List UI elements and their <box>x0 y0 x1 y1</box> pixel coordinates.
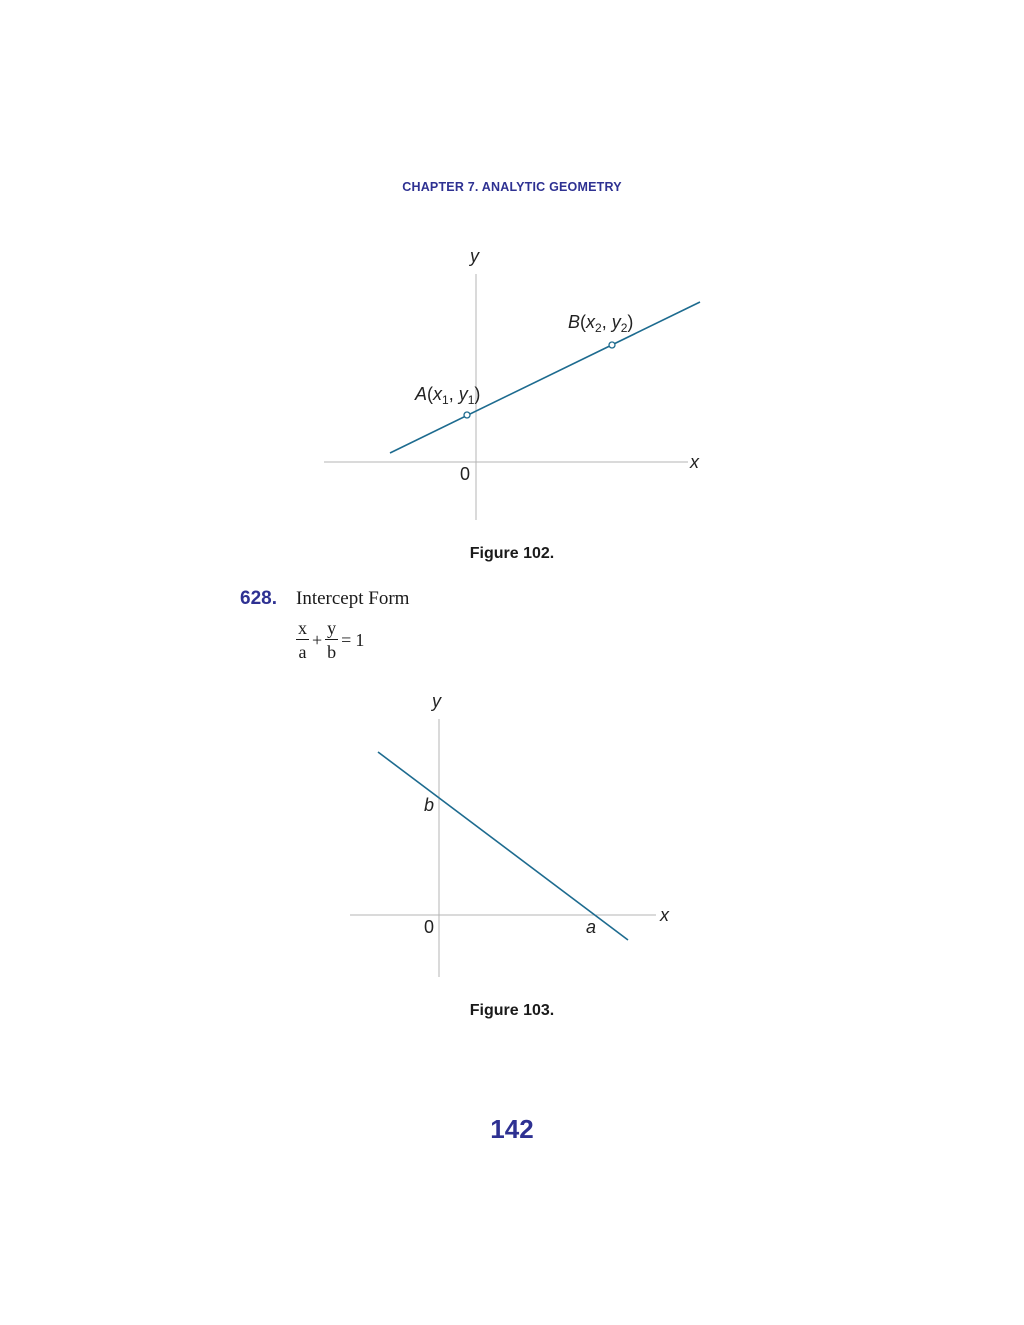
section-number: 628. <box>240 588 277 609</box>
figure-102-caption: Figure 102. <box>469 545 555 562</box>
fraction-y-over-b <box>325 617 338 664</box>
denominator-b: b <box>327 641 337 662</box>
rhs-one: 1 <box>355 630 365 650</box>
point-a-label: $A(x_1$, $y_1$) <box>415 384 481 407</box>
x-axis-label: x <box>660 905 669 925</box>
figure-102-diagram <box>310 240 720 530</box>
numerator-x: x <box>298 617 307 638</box>
y-axis-label: y <box>432 691 441 711</box>
point-a <box>464 412 470 418</box>
section-title: Intercept Form <box>296 588 410 609</box>
origin-label: 0 <box>424 917 435 937</box>
intercept-line <box>378 752 628 940</box>
chapter-header: CHAPTER 7. ANALYTIC GEOMETRY <box>402 180 622 194</box>
figure-103-diagram <box>340 685 690 985</box>
y-intercept-label: b <box>424 795 435 815</box>
y-axis-label: y <box>470 246 479 266</box>
x-intercept-label: a <box>586 917 597 937</box>
fraction-x-over-a <box>296 617 309 664</box>
equals-sign: = <box>341 630 352 650</box>
numerator-y: y <box>327 617 337 638</box>
intercept-formula <box>295 614 366 666</box>
page-number: 142 <box>490 1114 534 1144</box>
denominator-a: a <box>298 641 307 662</box>
point-b <box>609 342 615 348</box>
plus-sign: + <box>312 630 323 650</box>
point-b-label: $B(x_2$, $y_2$) <box>568 312 634 335</box>
figure-103-caption: Figure 103. <box>469 1002 555 1019</box>
x-axis-label: x <box>690 452 699 472</box>
origin-label: 0 <box>460 464 471 484</box>
line-through-points <box>390 302 700 453</box>
